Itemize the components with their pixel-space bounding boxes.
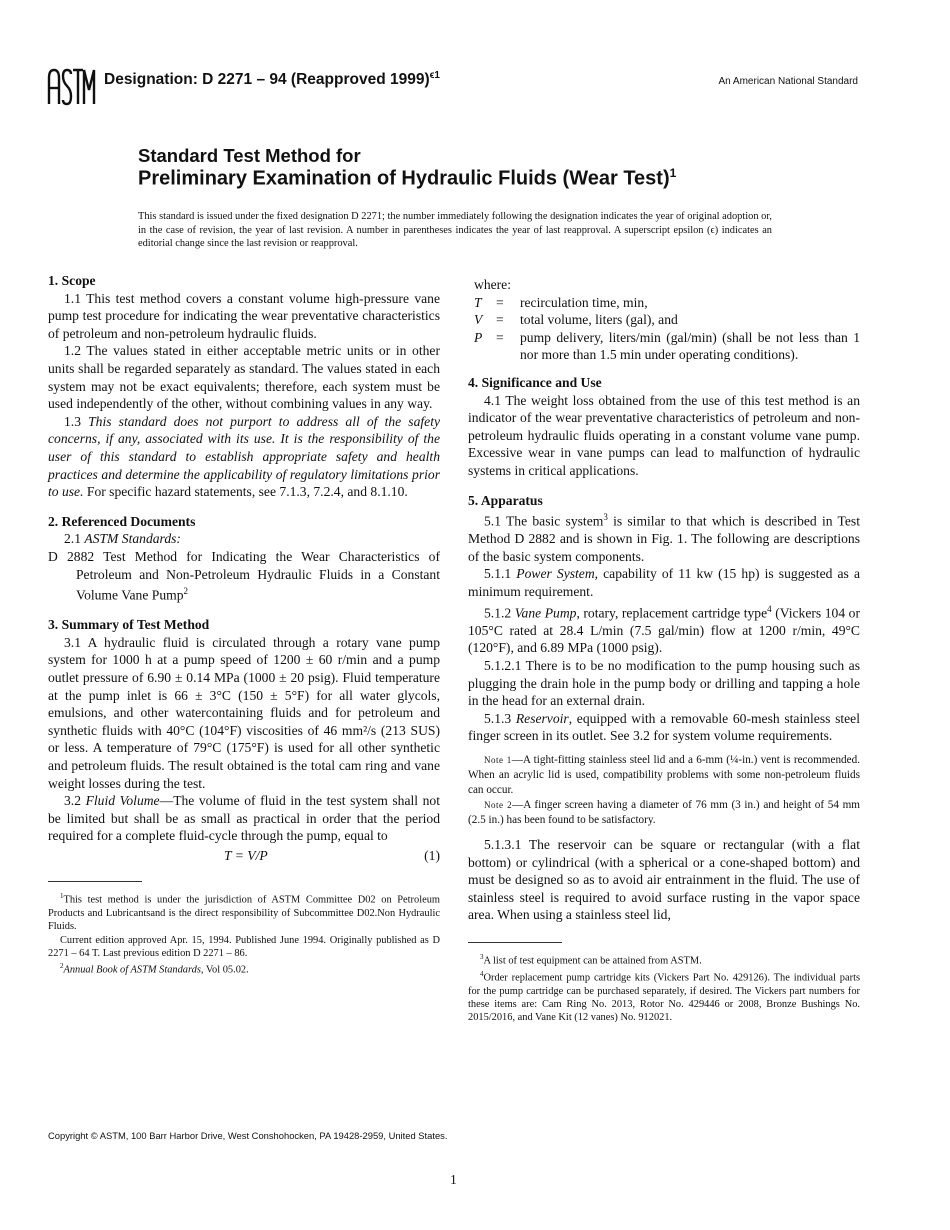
section-heading-scope: 1. Scope xyxy=(48,273,96,288)
left-column xyxy=(48,272,440,977)
para-5-1-3-1: 5.1.3.1 The reservoir can be square or rectangular (with a flat bottom) or cylindrical (with a spherical or a cone-shaped bottom) and must be designed so as to avoid air entrainment in the fluid. The use of stainless steel is required to avoid surface rusting in the vapor space area. When using a stainless steel lid, xyxy=(468,836,860,923)
section-heading-apparatus: 5. Apparatus xyxy=(468,492,543,508)
preface-statement: This standard is issued under the fixed designation D 2271; the number immediately following the designation indicates the year of original adoption or, in the case of revision, the year of last revision. A number in parentheses indicates the year of last reapproval. A superscript epsilon (ϵ) indicates an editorial change since the last revision or reapproval. xyxy=(138,211,772,249)
para-2-1: 2.1 ASTM Standards: xyxy=(64,531,181,547)
equation-formula: T = V/P xyxy=(224,847,268,863)
astm-logo xyxy=(46,66,96,108)
where-definition: pump delivery, liters/min (gal/min) (shall be not less than 1 nor more than 1.5 min under operating conditions). xyxy=(520,329,860,363)
where-equals: = xyxy=(496,329,504,345)
para-3-2: 3.2 Fluid Volume—The volume of fluid in the test system shall not be limited but shall be as small as practical in order that the period required for a complete fluid-cycle through the pump, equal to xyxy=(48,793,441,844)
title-line-1: Standard Test Method for xyxy=(138,145,361,166)
where-equals: = xyxy=(496,312,504,328)
section-heading-summary: 3. Summary of Test Method xyxy=(48,617,210,633)
footnote-rule xyxy=(48,881,142,882)
section-heading-referenced-documents: 2. Referenced Documents xyxy=(48,513,196,529)
where-equals: = xyxy=(496,294,504,310)
footnote-2: $^2$Annual Book of ASTM Standards, Vol 05.02. xyxy=(60,962,249,976)
para-4-1: 4.1 The weight loss obtained from the use of this test method is an indicator of the wear preventative characteristics of petroleum and non-petroleum hydraulic fluids operating in a constant volume vane pump. Excessive wear in vane pumps can lead to malfunction of hydraulic systems in critical applications. xyxy=(468,392,860,478)
designation-epsilon: ϵ1 xyxy=(429,70,440,81)
where-label: where: xyxy=(474,277,511,292)
title-footnote-ref: 1 xyxy=(669,166,677,180)
title-line-2: Preliminary Examination of Hydraulic Fluids (Wear Test)$^1$ xyxy=(138,166,677,190)
para-5-1-2-1: 5.1.2.1 There is to be no modification to the pump housing such as plugging the drain hole in the pump body or drilling and tapping a hole in the head for an external drain. xyxy=(468,657,860,709)
section-heading-significance: 4. Significance and Use xyxy=(468,374,602,390)
where-row xyxy=(474,311,860,329)
where-row xyxy=(474,294,860,312)
para-5-1-3: 5.1.3 Reservoir, equipped with a removable 60-mesh stainless steel finger screen in its outlet. See 3.2 for system volume requirements. xyxy=(468,710,860,744)
para-5-1-1: 5.1.1 Power System, capability of 11 kw (15 hp) is suggested as a minimum requirement. xyxy=(468,566,860,600)
equation-1 xyxy=(48,845,440,867)
para-1-1: 1.1 This test method covers a constant volume high-pressure vane pump test procedure for indicating the wear preventative characteristics of petroleum and non-petroleum hydraulic fluids. xyxy=(48,290,440,341)
national-standard-label: An American National Standard xyxy=(718,76,858,87)
para-5-1: 5.1 The basic system$^3$ is similar to that which is described in Test Method D 2882 and is shown in Fig. 1. The following are descriptions of the basic system components. xyxy=(468,512,860,564)
para-1-2: 1.2 The values stated in either acceptable metric units or in other units shall be regarded separately as standard. The values stated in each system may not be exact equivalents; therefore, each system must be used independently of the other, without combining values in any way. xyxy=(48,343,440,412)
where-row xyxy=(474,329,860,364)
where-list xyxy=(468,294,860,364)
where-definition: total volume, liters (gal), and xyxy=(520,312,678,328)
right-column xyxy=(468,276,860,1025)
where-symbol: V xyxy=(474,312,483,328)
footnote-4: $^4$Order replacement pump cartridge kits (Vickers Part No. 429126). The individual parts for the pump cartridge can be purchased separately, if desired. The Vickers part numbers for these items are: Cam Ring No. 2013, Rotor No. 429446 or 2008, Bronze Bushings No. 2015/2016, and Vane Kit (12 vanes) No. 912021. xyxy=(468,969,860,1024)
note-1: Note 1—A tight-fitting stainless steel lid and a 6-mm (¼-in.) vent is recommended. When an acrylic lid is used, compatibility problems with some non-petroleum fluids can occur. xyxy=(468,753,861,796)
page-number: 1 xyxy=(450,1172,457,1187)
footnote-rule xyxy=(468,942,562,943)
para-1-3: 1.3 This standard does not purport to address all of the safety concerns, if any, associated with its use. It is the responsibility of the user of this standard to establish appropriate safety and health practices and determine the applicability of regulatory limitations prior to use. For specific hazard statements, see 7.1.3, 7.2.4, and 8.1.10. xyxy=(48,413,441,500)
copyright-notice: Copyright © ASTM, 100 Barr Harbor Drive, West Conshohocken, PA 19428-2959, United States. xyxy=(48,1130,448,1141)
footnote-1: $^1$This test method is under the jurisdiction of ASTM Committee D02 on Petroleum Products and Lubricantsand is the direct responsibility of Subcommittee D02.Non Hydraulic Fluids. xyxy=(48,891,440,933)
where-definition: recirculation time, min, xyxy=(520,294,648,310)
para-5-1-2: 5.1.2 Vane Pump, rotary, replacement cartridge type$^4$ (Vickers 104 or 105°C rated at 28.4 L/min (7.5 gal/min) flow at 1200 r/min, 49°C (120°F), and 6.89 MPa (1000 psig). xyxy=(468,603,860,656)
para-3-1: 3.1 A hydraulic fluid is circulated through a rotary vane pump system for 1000 h at a pump speed of 1200 ± 60 r/min and a pump outlet pressure of 6.90 ± 0.14 MPa (1000 ± 20 psig). Fluid temperature at the pump inlet is 66 ± 3°C (150 ± 5°F) for all water glycols, emulsions, and other watercontaining fluids and for petroleum and synthetic fluids with 40°C (104°F) viscosities of 46 mm²/s (213 SUS) or less. A temperature of 79°C (175°F) is used for all other synthetic and petroleum fluids. The result obtained is the total cam ring and vane weight losses during the test. xyxy=(48,634,440,791)
where-symbol: T xyxy=(474,294,482,310)
equation-number: (1) xyxy=(424,847,440,863)
where-symbol: P xyxy=(474,329,483,345)
footnote-1-edition: Current edition approved Apr. 15, 1994. Published June 1994. Originally published as D 2271 – 64 T. Last previous edition D 2271 – 86. xyxy=(48,934,440,960)
reference-d2882: D 2882 Test Method for Indicating the Wear Characteristics of Petroleum and Non-Petroleum Hydraulic Fluids in a Constant Volume Vane Pump$^2$ xyxy=(48,548,440,603)
footnote-3: $^3$A list of test equipment can be attained from ASTM. xyxy=(480,952,702,967)
note-2: Note 2—A finger screen having a diameter of 76 mm (3 in.) and height of 54 mm (2.5 in.) has been found to be satisfactory. xyxy=(468,798,860,826)
designation: Designation: D 2271 – 94 (Reapproved 1999)$^{\epsilon 1}$ xyxy=(104,70,440,89)
